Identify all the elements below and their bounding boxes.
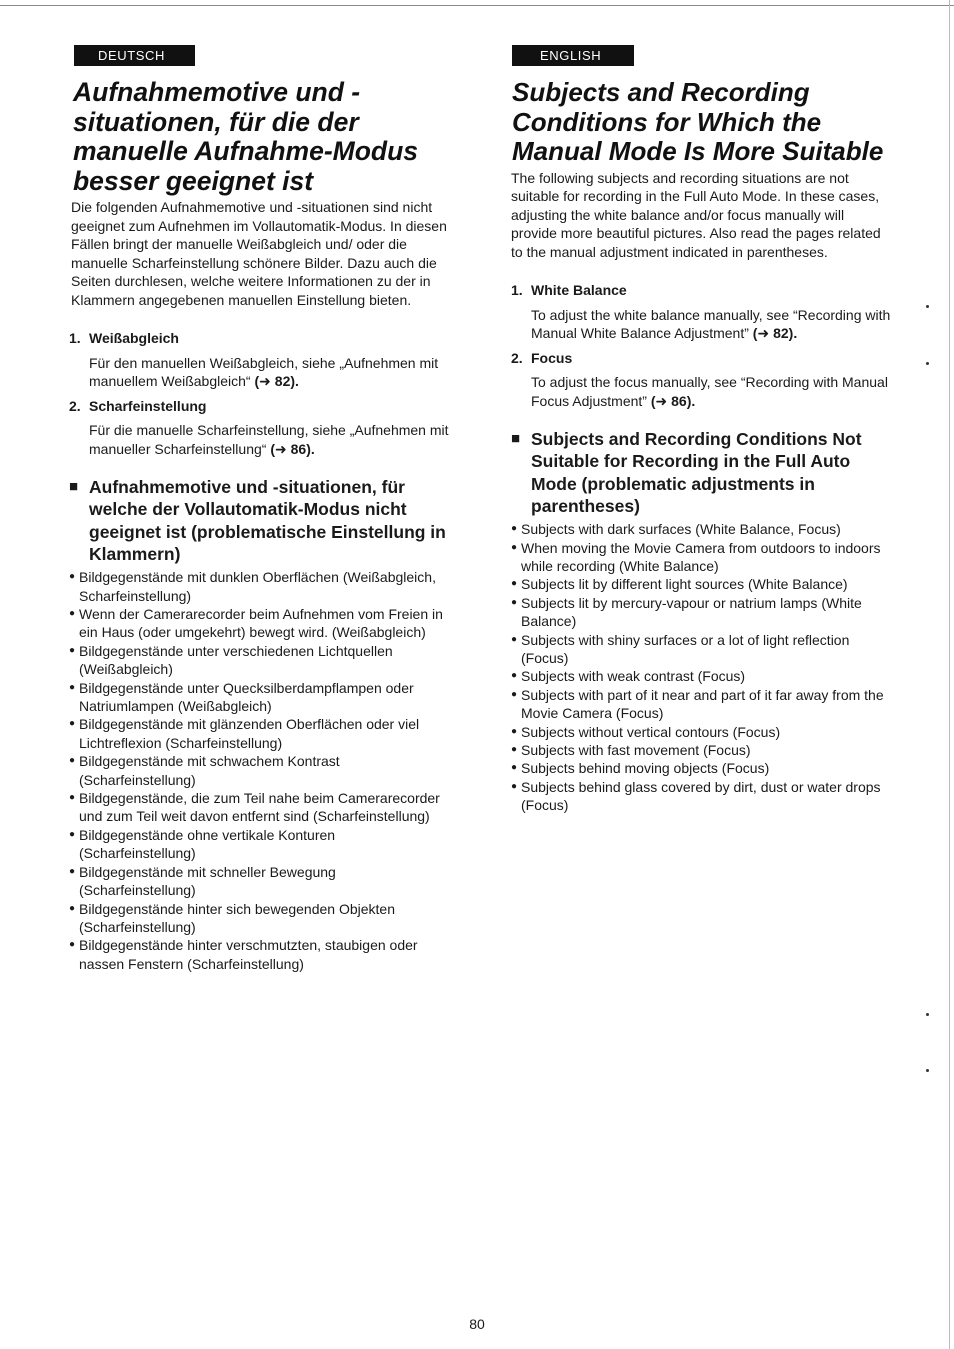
- bullet-text: Bildgegenstände mit schneller Bewegung (Scharfeinstellung): [79, 863, 336, 899]
- bullet-dot-icon: ●: [511, 523, 518, 535]
- bullet-dot-icon: ●: [511, 744, 518, 756]
- english-intro: The following subjects and recording situations are not suitable for recording in the Full Auto Mode. In these cases, adjusting the white balance and/or focus manually will provide more beautiful pictures. Also read the pages related to the manual adjustment indicated in parentheses.: [511, 169, 881, 260]
- english-title: [512, 78, 891, 167]
- bullet-text: Bildgegenstände mit glänzenden Oberflächen oder viel Lichtreflexion (Scharfeinstellung): [79, 716, 420, 751]
- arrow-icon: (➜: [270, 440, 287, 457]
- german-column: [69, 45, 449, 973]
- item-number: 1.: [69, 330, 81, 346]
- page-reference: 82).: [773, 325, 798, 341]
- list-item: [511, 575, 891, 593]
- arrow-icon: (➜: [650, 392, 668, 409]
- item-number: 1.: [511, 282, 523, 298]
- list-item: [69, 863, 449, 900]
- bullet-text: Subjects lit by mercury-vapour or natrium lamps (White Balance): [521, 594, 862, 630]
- english-title-line: Manual Mode Is More Suitable: [512, 136, 884, 166]
- language-tab-english: ENGLISH: [512, 45, 634, 66]
- bullet-dot-icon: ●: [69, 939, 76, 951]
- bullet-dot-icon: ●: [511, 541, 518, 553]
- bullet-dot-icon: ●: [511, 762, 518, 774]
- list-item: [511, 741, 891, 759]
- bullet-dot-icon: ●: [69, 792, 76, 804]
- list-item: [511, 594, 891, 631]
- bullet-dot-icon: ●: [69, 608, 76, 619]
- german-intro: Die folgenden Aufnahmemotive und -situationen sind nicht geeignet zum Aufnehmen im Vollautomatik-Modus. In diesen Fällen bringt der manuelle Weißabgleich und/ oder die manuelle Scharfeinstellung schönere Bilder. Dazu auch die Seiten durchlesen, welche weitere Informationen zu der in Klammern angegebenen manuellen Einstellung bieten.: [71, 199, 447, 308]
- bullet-dot-icon: ●: [511, 670, 518, 682]
- list-item: [511, 686, 891, 723]
- bullet-dot-icon: ●: [511, 688, 518, 700]
- list-item: [511, 759, 891, 777]
- bullet-text: Bildgegenstände hinter sich bewegenden Objekten (Scharfeinstellung): [79, 900, 396, 935]
- item-heading: Scharfeinstellung: [89, 397, 207, 414]
- square-bullet-icon: ■: [69, 478, 79, 495]
- bullet-text: Bildgegenstände mit dunklen Oberflächen (Weißabgleich, Scharfeinstellung): [79, 569, 436, 604]
- item-heading: Weißabgleich: [89, 330, 179, 346]
- bullet-text: Subjects with dark surfaces (White Balance, Focus): [521, 521, 841, 538]
- list-item: [69, 715, 449, 752]
- item-body: [531, 373, 891, 410]
- bullet-dot-icon: ●: [69, 755, 76, 767]
- list-item: [69, 397, 449, 459]
- english-column: [511, 45, 891, 815]
- list-item: [69, 789, 449, 826]
- item-body-text: Für die manuelle Scharfeinstellung, siehe „Aufnehmen mit manueller Scharfeinstellung“: [89, 422, 449, 457]
- item-body: [531, 306, 891, 343]
- bullet-text: Bildgegenstände unter Quecksilberdampflampen oder Natriumlampen (Weißabgleich): [79, 679, 414, 715]
- bullet-text: Subjects with weak contrast (Focus): [521, 668, 746, 685]
- bullet-dot-icon: ●: [511, 725, 518, 737]
- german-bullet-list: [69, 568, 449, 973]
- bullet-text: Bildgegenstände hinter verschmutzten, staubigen oder nassen Fenstern (Scharfeinstellung): [79, 937, 418, 972]
- english-title-line: Subjects and Recording: [512, 77, 810, 107]
- bullet-text: Bildgegenstände unter verschiedenen Lichtquellen (Weißabgleich): [79, 642, 393, 678]
- page-edge: [949, 0, 950, 1349]
- list-item: [511, 667, 891, 685]
- english-numbered-list: [511, 281, 891, 410]
- section-title: Subjects and Recording Conditions Not Suitable for Recording in the Full Auto Mode (problematic adjustments in parentheses): [531, 429, 862, 516]
- bullet-text: Subjects without vertical contours (Focus): [521, 723, 781, 740]
- item-number: 2.: [511, 349, 523, 366]
- bullet-dot-icon: ●: [69, 718, 76, 730]
- bullet-text: Subjects lit by different light sources (White Balance): [521, 576, 848, 593]
- german-title-line: manuelle Aufnahme-Modus: [73, 136, 419, 166]
- item-heading: White Balance: [531, 282, 627, 298]
- list-item: [511, 539, 891, 576]
- page-reference: 86).: [671, 392, 696, 409]
- bullet-dot-icon: ●: [69, 902, 76, 914]
- list-item: [69, 329, 449, 391]
- bullet-dot-icon: ●: [69, 571, 76, 583]
- bullet-text: Bildgegenstände ohne vertikale Konturen (Scharfeinstellung): [79, 826, 336, 862]
- list-item: [69, 900, 449, 937]
- bullet-dot-icon: ●: [511, 780, 518, 792]
- bullet-text: Bildgegenstände mit schwachem Kontrast (Scharfeinstellung): [79, 753, 340, 788]
- item-body-text: To adjust the focus manually, see “Recording with Manual Focus Adjustment”: [531, 374, 888, 409]
- german-title-line: besser geeignet ist: [73, 165, 314, 196]
- bullet-dot-icon: ●: [69, 865, 76, 877]
- bullet-text: Wenn der Camerarecorder beim Aufnehmen vom Freien in ein Haus (oder umgekehrt) bewegt wird. (Weißabgleich): [79, 606, 443, 641]
- bullet-dot-icon: ●: [69, 644, 76, 656]
- language-tab-deutsch: DEUTSCH: [74, 45, 195, 66]
- square-bullet-icon: ■: [511, 430, 521, 447]
- item-body: [89, 354, 449, 391]
- bullet-dot-icon: ●: [511, 633, 518, 645]
- scan-speck: [926, 1013, 929, 1016]
- item-body: [89, 421, 449, 458]
- german-title-line: situationen, für die der: [73, 106, 359, 137]
- bullet-text: Subjects behind moving objects (Focus): [521, 760, 770, 777]
- list-item: [511, 631, 891, 668]
- page-number: 80: [469, 1316, 485, 1332]
- english-section-heading: [511, 428, 891, 517]
- german-title: [73, 78, 449, 196]
- top-rule: [0, 5, 954, 6]
- bullet-text: When moving the Movie Camera from outdoors to indoors while recording (White Balance): [521, 539, 881, 574]
- item-body-text: Für den manuellen Weißabgleich, siehe „Aufnehmen mit manuellem Weißabgleich“: [89, 354, 439, 389]
- arrow-icon: (➜: [752, 325, 770, 341]
- page-reference: 82).: [274, 373, 299, 389]
- list-item: [69, 679, 449, 716]
- list-item: [69, 568, 449, 605]
- german-section-heading: [69, 476, 449, 565]
- bullet-text: Bildgegenstände, die zum Teil nahe beim Camerarecorder und zum Teil weit davon entfernt sind (Scharfeinstellung): [79, 790, 440, 825]
- list-item: [511, 520, 891, 538]
- bullet-text: Subjects with shiny surfaces or a lot of light reflection (Focus): [521, 631, 850, 667]
- item-heading: Focus: [531, 349, 573, 366]
- item-number: 2.: [69, 397, 81, 414]
- page-reference: 86).: [290, 440, 315, 457]
- list-item: [69, 642, 449, 679]
- english-bullet-list: [511, 520, 891, 815]
- bullet-text: Subjects with fast movement (Focus): [521, 742, 751, 759]
- list-item: [69, 826, 449, 863]
- arrow-icon: (➜: [254, 373, 271, 389]
- bullet-dot-icon: ●: [69, 681, 76, 693]
- scan-speck: [926, 305, 929, 308]
- bullet-dot-icon: ●: [511, 596, 518, 608]
- scan-speck: [926, 362, 929, 365]
- german-title-line: Aufnahmemotive und -: [73, 77, 361, 107]
- list-item: [511, 723, 891, 741]
- section-title: Aufnahmemotive und -situationen, für welche der Vollautomatik-Modus nicht geeignet ist (problematische Einstellung in Klammern): [89, 477, 446, 564]
- list-item: [69, 605, 449, 642]
- bullet-dot-icon: ●: [69, 828, 76, 840]
- list-item: [511, 778, 891, 815]
- item-body-text: To adjust the white balance manually, see “Recording with Manual White Balance Adjustment”: [531, 306, 891, 341]
- list-item: [69, 936, 449, 973]
- bullet-text: Subjects behind glass covered by dirt, dust or water drops (Focus): [521, 778, 881, 814]
- scan-speck: [926, 1069, 929, 1072]
- list-item: [511, 349, 891, 411]
- english-title-line: Conditions for Which the: [512, 106, 822, 137]
- german-numbered-list: [69, 329, 449, 458]
- list-item: [511, 281, 891, 343]
- bullet-text: Subjects with part of it near and part of it far away from the Movie Camera (Focus): [521, 686, 884, 722]
- list-item: [69, 752, 449, 789]
- bullet-dot-icon: ●: [511, 578, 518, 590]
